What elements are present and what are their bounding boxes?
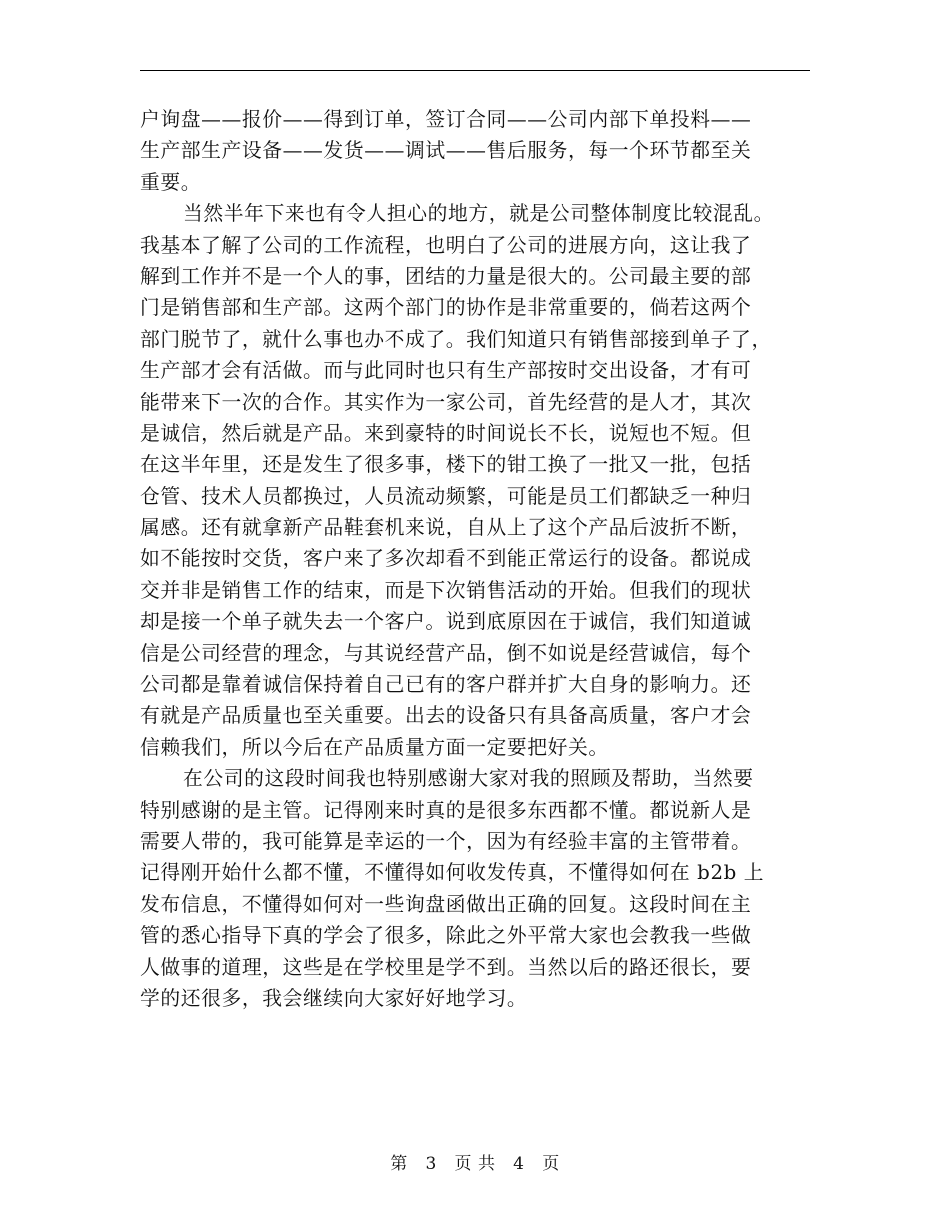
page-footer — [0, 1152, 950, 1176]
text-line: 部门脱节了，就什么事也办不成了。我们知道只有销售部接到单子了， — [140, 327, 772, 351]
text-line: 门是销售部和生产部。这两个部门的协作是非常重要的，倘若这两个 — [140, 296, 752, 320]
text-line: 学的还很多，我会继续向大家好好地学习。 — [140, 986, 528, 1010]
current-page-number: 3 — [425, 1154, 437, 1174]
text-line: 有就是产品质量也至关重要。出去的设备只有具备高质量，客户才会 — [140, 704, 752, 728]
text-line: 信是公司经营的理念，与其说经营产品，倒不如说是经营诚信，每个 — [140, 641, 752, 665]
text-line: 仓管、技术人员都换过，人员流动频繁，可能是员工们都缺乏一种归 — [140, 484, 752, 508]
text-line: 生产部生产设备——发货——调试——售后服务，每一个环节都至关 — [140, 139, 752, 163]
text-line: 解到工作并不是一个人的事，团结的力量是很大的。公司最主要的部 — [140, 264, 752, 288]
text-line: 属感。还有就拿新产品鞋套机来说，自从上了这个产品后波折不断， — [140, 516, 752, 540]
text-line: 在这半年里，还是发生了很多事，楼下的钳工换了一批又一批，包括 — [140, 453, 752, 477]
text-line: 人做事的道理，这些是在学校里是学不到。当然以后的路还很长，要 — [140, 955, 752, 979]
text-line: 重要。 — [140, 170, 202, 194]
text-line: 发布信息，不懂得如何对一些询盘函做出正确的回复。这段时间在主 — [140, 892, 752, 916]
text-line: 公司都是靠着诚信保持着自己已有的客户群并扩大自身的影响力。还 — [140, 673, 752, 697]
footer-suffix: 页 — [542, 1154, 560, 1174]
total-page-number: 4 — [513, 1154, 525, 1174]
paragraph-start-line: 在公司的这段时间我也特别感谢大家对我的照顾及帮助，当然要 — [183, 767, 754, 791]
text-line: 记得刚开始什么都不懂，不懂得如何收发传真，不懂得如何在 b2b 上 — [140, 861, 765, 885]
paragraph-start-line: 当然半年下来也有令人担心的地方，就是公司整体制度比较混乱。 — [183, 202, 775, 226]
text-line: 我基本了解了公司的工作流程，也明白了公司的进展方向，这让我了 — [140, 233, 752, 257]
text-line: 是诚信，然后就是产品。来到豪特的时间说长不长，说短也不短。但 — [140, 421, 752, 445]
text-line: 管的悉心指导下真的学会了很多，除此之外平常大家也会教我一些做 — [140, 924, 752, 948]
text-line: 生产部才会有活做。而与此同时也只有生产部按时交出设备，才有可 — [140, 359, 752, 383]
text-line: 能带来下一次的合作。其实作为一家公司，首先经营的是人才，其次 — [140, 390, 752, 414]
text-line: 特别感谢的是主管。记得刚来时真的是很多东西都不懂。都说新人是 — [140, 798, 752, 822]
header-rule — [140, 70, 810, 71]
text-line: 如不能按时交货，客户来了多次却看不到能正常运行的设备。都说成 — [140, 547, 752, 571]
text-line: 户询盘——报价——得到订单，签订合同——公司内部下单投料—— — [140, 108, 752, 131]
text-line: 却是接一个单子就失去一个客户。说到底原因在于诚信，我们知道诚 — [140, 610, 752, 634]
text-line: 信赖我们，所以今后在产品质量方面一定要把好关。 — [140, 735, 609, 759]
document-body — [140, 104, 812, 1014]
text-line: 交并非是销售工作的结束，而是下次销售活动的开始。但我们的现状 — [140, 578, 752, 602]
text-line: 需要人带的，我可能算是幸运的一个，因为有经验丰富的主管带着。 — [140, 829, 752, 853]
footer-middle: 页 共 — [454, 1154, 496, 1174]
footer-prefix: 第 — [390, 1154, 408, 1174]
